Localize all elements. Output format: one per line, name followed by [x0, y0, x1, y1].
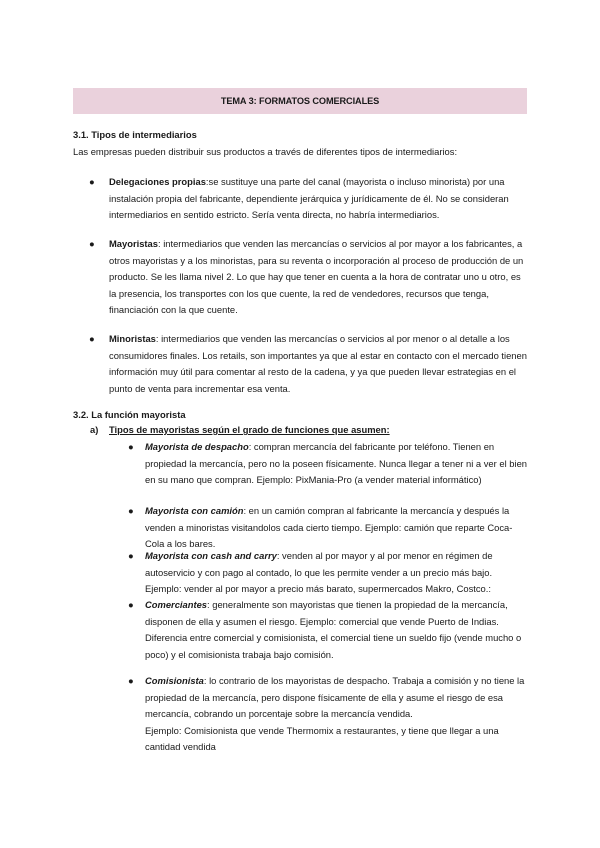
list-item-note: Ejemplo: Comisionista que vende Thermomix a restaurantes, y tiene que llegar a una cantidad vendida [145, 724, 499, 753]
list-item-note: Diferencia entre comercial y comisionista, el comercial tiene un sueldo fijo (vende mucho o poco) y el comisionista trabaja bajo comisión. [145, 632, 522, 660]
bullet-icon: ● [89, 238, 95, 249]
list-item-delegaciones [73, 174, 528, 224]
list-item-text [109, 331, 528, 397]
list-item-minoristas [73, 331, 528, 397]
definition: : intermediarios que venden las mercancías o servicios al por mayor a los fabricantes, a otros mayoristas y a los minoristas, para su reventa o incorporación al proceso de producción de un producto. Se les llama nivel 2. Lo que hay que tener en cuenta a la hora de contratar uno u otro, es la presencia, los transportes con los que cuente, la red de vendedores, recursos que tenga, financiación con la que cuente. [109, 238, 524, 316]
subsection-letter: a) [90, 424, 99, 435]
list-item-mayorista-camion [128, 503, 528, 553]
list-item-mayoristas [73, 236, 528, 319]
bullet-icon: ● [89, 176, 95, 187]
list-item-text [109, 174, 528, 224]
term: Mayorista con cash and carry [145, 550, 277, 561]
section-heading-funcion-mayorista: 3.2. La función mayorista [73, 409, 186, 420]
list-item-mayorista-despacho [128, 439, 528, 489]
term: Comerciantes [145, 599, 208, 610]
bullet-icon: ● [128, 441, 134, 452]
page-title: TEMA 3: FORMATOS COMERCIALES [73, 88, 527, 114]
term: Mayorista con camión [145, 505, 244, 516]
definition: :se sustituye una parte del canal (mayorista o incluso minorista) por una instalación propia del fabricante, dependiente jerárquica y jurídicamente de él. No se consideran intermediarios en sentido estricto. Sería venta directa, no habría intermediarios. [109, 176, 509, 221]
section-intro: Las empresas pueden distribuir sus productos a través de diferentes tipos de intermediarios: [73, 146, 458, 157]
term: Minoristas [109, 333, 156, 344]
bullet-icon: ● [89, 333, 95, 344]
section-heading-tipos-intermediarios: 3.1. Tipos de intermediarios [73, 129, 197, 140]
subsection-heading [90, 422, 390, 439]
list-item-text [145, 548, 528, 598]
definition: : compran mercancía del fabricante por teléfono. Tienen en propiedad la mercancía, pero no la poseen físicamente. Nunca llegar a tener ni a ver el bien en su mano que compran. Ejemplo: PixMania-Pro (a vender material informático) [145, 441, 527, 486]
bullet-icon: ● [128, 550, 134, 561]
bullet-icon: ● [128, 505, 134, 516]
definition: : lo contrario de los mayoristas de despacho. Trabaja a comisión y no tiene la propiedad de la mercancía, pero dispone físicamente de ella y asume el riesgo de esa mercancía, cobrando un porcentaje sobre la mercancía vendida. [145, 675, 525, 720]
bullet-icon: ● [128, 599, 134, 610]
term: Comisionista [145, 675, 204, 686]
definition: : intermediarios que venden las mercancías o servicios al por menor o al detalle a los consumidores finales. Los retails, son importantes ya que al estar en contacto con el mercado tienen información muy útil para comentar al resto de la cadena, y ya que pueden llevar estrategias en el punto de venta para incrementar esa venta. [109, 333, 527, 394]
list-item-text [145, 439, 528, 489]
definition: : en un camión compran al fabricante la mercancía y después la venden a minoristas visitandolos cada cierto tiempo. Ejemplo: camión que reparte Coca-Cola a los bares. [145, 505, 513, 550]
subsection-title: Tipos de mayoristas según el grado de funciones que asumen: [109, 424, 390, 435]
list-item-text [145, 597, 528, 630]
definition: : venden al por mayor y al por menor en régimen de autoservicio y con pago al contado, lo que les permite vender a un precio más bajo. Ejemplo: vender al por mayor a precio más barato, supermercados Makro, Costco.: [145, 550, 493, 595]
list-item-cash-and-carry [128, 548, 528, 598]
term: Mayoristas [109, 238, 158, 249]
list-item-text [145, 503, 528, 553]
bullet-icon: ● [128, 675, 134, 686]
list-item-comisionista [128, 673, 528, 756]
list-item-text [145, 673, 528, 723]
term: Delegaciones propias [109, 176, 206, 187]
list-item-text [109, 236, 528, 319]
definition: : generalmente son mayoristas que tienen la propiedad de la mercancía, disponen de ella y asumen el riesgo. Ejemplo: comercial que vende Puerto de Indias. [145, 599, 508, 627]
list-item-comerciantes [128, 597, 528, 663]
term: Mayorista de despacho [145, 441, 249, 452]
